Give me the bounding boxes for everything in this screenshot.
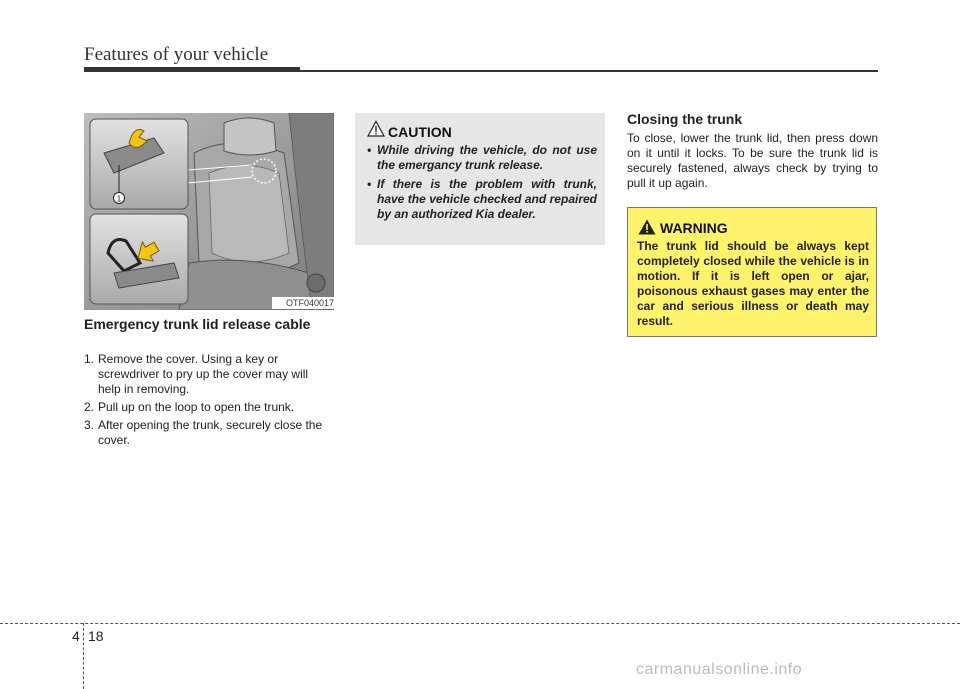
warning-triangle-icon: [638, 219, 656, 235]
caution-text: If there is the problem with trunk, have the vehicle checked and repaired by an authorized Kia dealer.: [377, 177, 597, 221]
step-number: 3.: [84, 418, 95, 432]
closing-section-body: To close, lower the trunk lid, then press down on it until it locks. To be sure the trunk lid is securely fastened, always check by trying to pull it up again.: [627, 131, 878, 190]
warning-box: [627, 207, 877, 337]
illustration-drawing: [84, 113, 334, 310]
footer-rule: [0, 623, 960, 624]
header-rule-thin: [300, 70, 878, 72]
step-text: Remove the cover. Using a key or screwdriver to pry up the cover may will help in removing.: [98, 352, 309, 396]
figure-code: OTF040017: [272, 297, 334, 309]
step-text: Pull up on the loop to open the trunk.: [98, 400, 295, 414]
caution-text: While driving the vehicle, do not use the emergancy trunk release.: [377, 143, 597, 172]
list-item: [84, 418, 334, 448]
caution-title: CAUTION: [388, 124, 452, 140]
closing-section-title: Closing the trunk: [627, 111, 743, 127]
list-item: [367, 177, 597, 222]
step-text: After opening the trunk, securely close the cover.: [98, 418, 323, 447]
trunk-release-illustration: [84, 113, 334, 310]
callout-number: 1: [116, 194, 122, 204]
list-item: [84, 400, 334, 415]
bullet: •: [367, 143, 372, 157]
list-item: [84, 352, 334, 397]
bullet: •: [367, 177, 372, 191]
header-rule: [84, 67, 300, 72]
header-title: Features of your vehicle: [84, 44, 269, 65]
step-number: 2.: [84, 400, 95, 414]
release-section-title: Emergency trunk lid release cable: [84, 316, 311, 332]
footer-divider: [83, 623, 84, 689]
watermark: carmanualsonline.info: [636, 661, 803, 678]
caution-triangle-icon: [367, 120, 385, 138]
page-number: 18: [88, 628, 104, 644]
release-steps-list: [84, 352, 334, 451]
warning-title: WARNING: [660, 220, 728, 236]
warning-body: The trunk lid should be always kept completely closed while the vehicle is in motion. If it is left open or ajar, poisonous exhaust gases may enter the car and serious illness or death may result.: [637, 239, 869, 328]
caution-box: [355, 113, 605, 245]
step-number: 1.: [84, 352, 95, 366]
chapter-number: 4: [72, 628, 80, 644]
caution-list: [367, 143, 597, 226]
list-item: [367, 143, 597, 173]
